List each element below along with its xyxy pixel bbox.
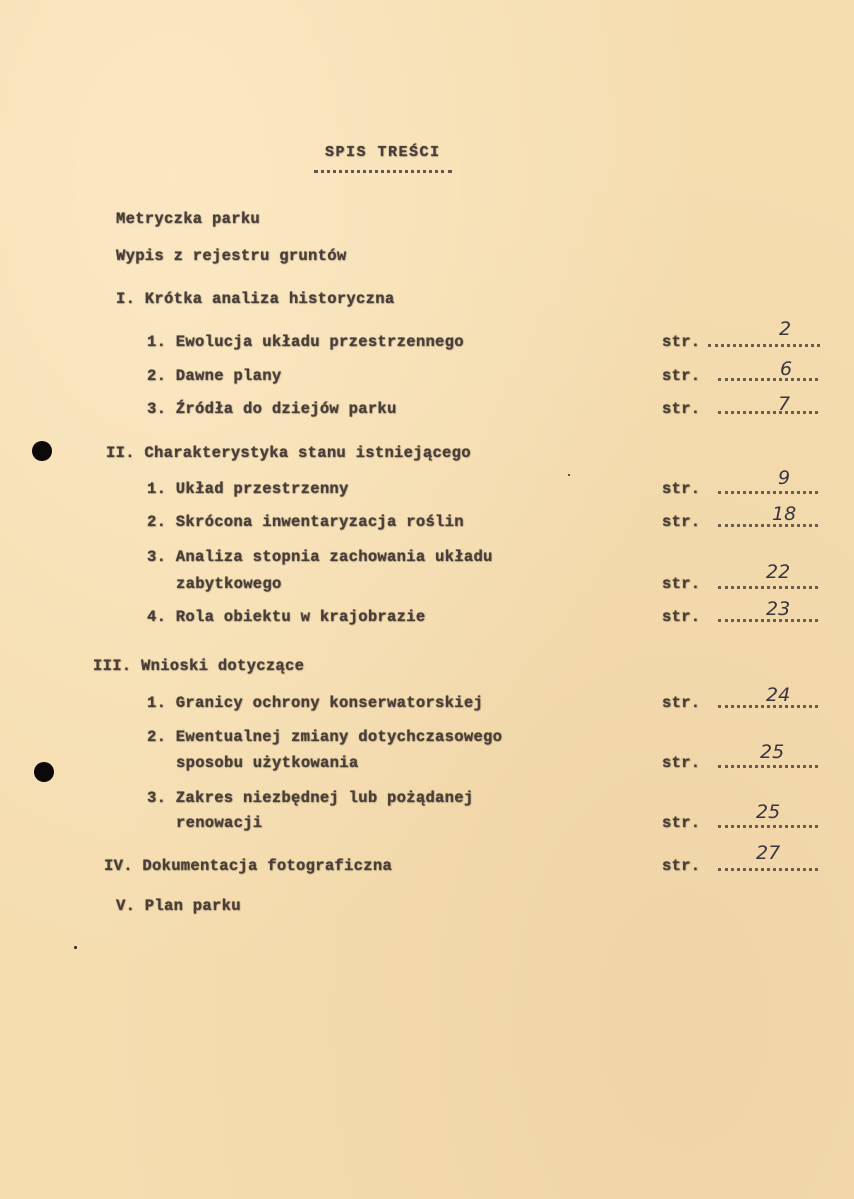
toc-entry-label-continued: renowacji (176, 814, 263, 832)
toc-entry-dots (718, 411, 818, 414)
toc-entry-page: 2 (779, 318, 792, 340)
toc-entry-str: str. (662, 814, 701, 832)
toc-entry-dots (718, 825, 818, 828)
toc-entry-dots (718, 586, 818, 589)
toc-entry-page: 7 (778, 393, 791, 415)
toc-entry-str: str. (662, 694, 701, 712)
toc-entry-label: 1. Ewolucja układu przestrzennego (147, 333, 464, 351)
toc-entry-dots (708, 344, 820, 347)
paper-speck (74, 946, 77, 949)
toc-entry-str: str. (662, 480, 701, 498)
toc-section-heading: I. Krótka analiza historyczna (116, 290, 395, 308)
toc-entry-label-continued: zabytkowego (176, 575, 282, 593)
toc-entry-label: 2. Skrócona inwentaryzacja roślin (147, 513, 464, 531)
toc-entry-label: 2. Ewentualnej zmiany dotychczasowego (147, 728, 503, 746)
toc-entry-dots (718, 868, 818, 871)
toc-entry-label: 4. Rola obiektu w krajobrazie (147, 608, 426, 626)
toc-entry-page: 25 (756, 801, 781, 823)
toc-section-heading: II. Charakterystyka stanu istniejącego (106, 444, 471, 462)
toc-entry-dots (718, 524, 818, 527)
toc-entry-label: 3. Zakres niezbędnej lub pożądanej (147, 789, 474, 807)
toc-entry-page: 6 (780, 358, 793, 380)
toc-entry-str: str. (662, 857, 701, 875)
toc-intro-wypis: Wypis z rejestru gruntów (116, 247, 347, 265)
toc-entry-dots (718, 765, 818, 768)
toc-entry-page: 23 (766, 598, 791, 620)
toc-entry-str: str. (662, 608, 701, 626)
toc-entry-page: 18 (772, 503, 797, 525)
toc-entry-page: 24 (766, 684, 791, 706)
toc-entry-str: str. (662, 575, 701, 593)
toc-entry-page: 9 (778, 467, 791, 489)
toc-entry-label: 3. Źródła do dziejów parku (147, 400, 397, 418)
page-title: SPIS TREŚCI (325, 144, 441, 161)
toc-entry-label-continued: sposobu użytkowania (176, 754, 359, 772)
toc-entry-dots (718, 491, 818, 494)
toc-entry-page: 22 (766, 561, 791, 583)
toc-intro-metryczka: Metryczka parku (116, 210, 261, 228)
punch-hole (32, 441, 52, 461)
toc-entry-page: 25 (760, 741, 785, 763)
toc-entry-label: 3. Analiza stopnia zachowania układu (147, 548, 493, 566)
punch-hole (34, 762, 54, 782)
toc-entry-label: 1. Granicy ochrony konserwatorskiej (147, 694, 484, 712)
toc-section-heading: V. Plan parku (116, 897, 241, 915)
paper-speck (568, 474, 570, 476)
toc-section-heading: IV. Dokumentacja fotograficzna (104, 857, 393, 875)
toc-entry-label: 2. Dawne plany (147, 367, 282, 385)
toc-entry-dots (718, 378, 818, 381)
toc-entry-str: str. (662, 513, 701, 531)
toc-entry-str: str. (662, 754, 701, 772)
toc-entry-str: str. (662, 367, 701, 385)
toc-entry-page: 27 (756, 842, 781, 864)
toc-section-heading: III. Wnioski dotyczące (93, 657, 305, 675)
toc-entry-str: str. (662, 333, 701, 351)
title-underline (314, 170, 452, 176)
toc-entry-label: 1. Układ przestrzenny (147, 480, 349, 498)
toc-entry-str: str. (662, 400, 701, 418)
